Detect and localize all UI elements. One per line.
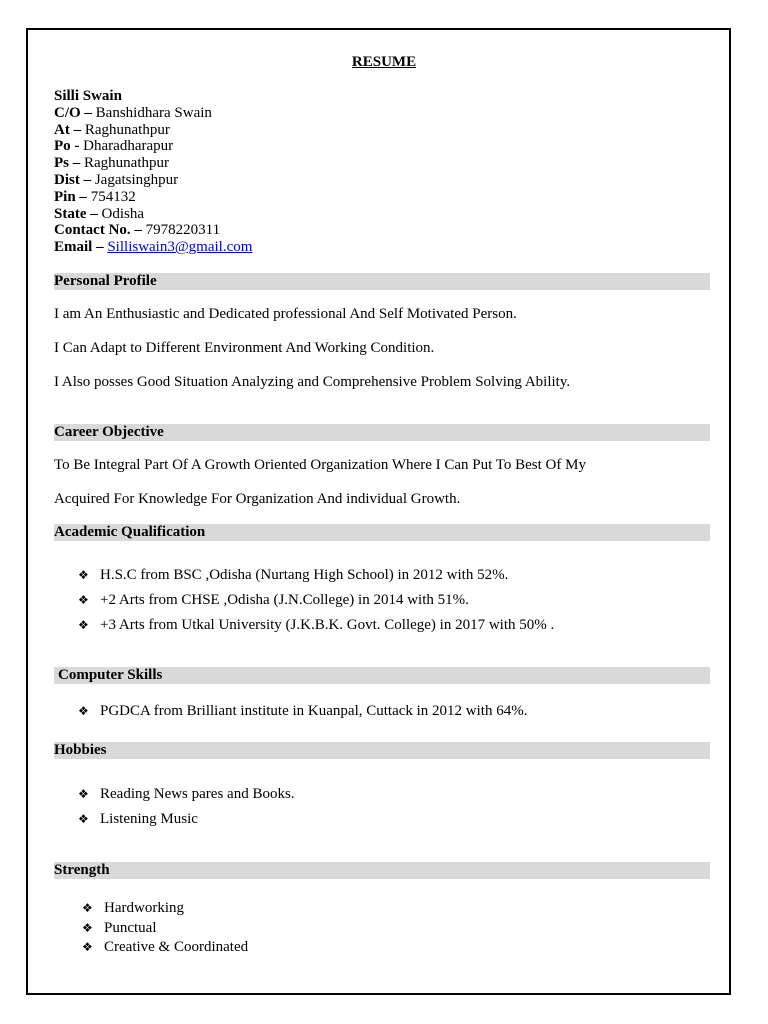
bullet-diamond-icon: ❖ bbox=[78, 618, 89, 632]
academic-item: H.S.C from BSC ,Odisha (Nurtang High School) in 2012 with 52%. bbox=[100, 567, 509, 583]
list-item bbox=[78, 811, 198, 828]
section-heading-computer-skills: Computer Skills bbox=[54, 667, 710, 684]
bullet-diamond-icon: ❖ bbox=[78, 593, 89, 607]
pin-label: Pin – bbox=[54, 188, 87, 205]
at-value: Raghunathpur bbox=[84, 121, 170, 138]
bullet-diamond-icon: ❖ bbox=[78, 812, 89, 826]
profile-line: I Can Adapt to Different Environment And Working Condition. bbox=[54, 340, 435, 356]
computer-skill-item: PGDCA from Brilliant institute in Kuanpal, Cuttack in 2012 with 64%. bbox=[100, 703, 528, 719]
section-heading-personal-profile: Personal Profile bbox=[54, 273, 710, 290]
strength-item: Hardworking bbox=[104, 900, 184, 916]
list-item bbox=[78, 567, 508, 584]
dist-row bbox=[54, 172, 252, 189]
po-value: Dharadharapur bbox=[83, 138, 174, 155]
list-item bbox=[82, 939, 248, 956]
pin-row bbox=[54, 189, 252, 206]
bullet-diamond-icon: ❖ bbox=[82, 921, 93, 935]
po-row bbox=[54, 138, 252, 155]
list-item bbox=[82, 920, 157, 937]
email-link[interactable]: Silliswain3@gmail.com bbox=[107, 239, 253, 256]
ps-label: Ps – bbox=[54, 155, 81, 172]
section-heading-hobbies: Hobbies bbox=[54, 742, 710, 759]
section-heading-career-objective: Career Objective bbox=[54, 424, 710, 441]
hobby-item: Reading News pares and Books. bbox=[100, 786, 295, 802]
pin-value: 754132 bbox=[90, 188, 136, 205]
list-item bbox=[78, 786, 295, 803]
section-heading-strength: Strength bbox=[54, 862, 710, 879]
ps-row bbox=[54, 155, 252, 172]
bullet-diamond-icon: ❖ bbox=[82, 901, 93, 915]
state-label: State – bbox=[54, 205, 98, 222]
hobby-item: Listening Music bbox=[100, 811, 198, 827]
academic-item: +3 Arts from Utkal University (J.K.B.K. Govt. College) in 2017 with 50% . bbox=[100, 617, 555, 633]
objective-line: Acquired For Knowledge For Organization And individual Growth. bbox=[54, 491, 461, 507]
contact-no-row bbox=[54, 222, 252, 239]
email-row bbox=[54, 239, 252, 256]
at-label: At – bbox=[54, 121, 82, 138]
resume-title: RESUME bbox=[351, 54, 417, 70]
state-row bbox=[54, 206, 252, 223]
bullet-diamond-icon: ❖ bbox=[78, 568, 89, 582]
profile-line: I Also posses Good Situation Analyzing and Comprehensive Problem Solving Ability. bbox=[54, 374, 571, 390]
bullet-diamond-icon: ❖ bbox=[82, 940, 93, 954]
at-row bbox=[54, 122, 252, 139]
co-row bbox=[54, 105, 252, 122]
bullet-diamond-icon: ❖ bbox=[78, 704, 89, 718]
section-heading-academic-qualification: Academic Qualification bbox=[54, 524, 710, 541]
list-item bbox=[82, 900, 184, 917]
list-item bbox=[78, 592, 469, 609]
strength-item: Punctual bbox=[104, 920, 157, 936]
bullet-diamond-icon: ❖ bbox=[78, 787, 89, 801]
dist-label: Dist – bbox=[54, 171, 92, 188]
dist-value: Jagatsinghpur bbox=[94, 171, 179, 188]
objective-line: To Be Integral Part Of A Growth Oriented Organization Where I Can Put To Best Of My bbox=[54, 457, 586, 473]
profile-line: I am An Enthusiastic and Dedicated professional And Self Motivated Person. bbox=[54, 306, 517, 322]
contact-no-label: Contact No. – bbox=[54, 222, 142, 239]
email-label: Email – bbox=[54, 239, 104, 256]
contact-block bbox=[54, 88, 252, 256]
list-item bbox=[78, 617, 554, 634]
co-value: Banshidhara Swain bbox=[95, 104, 212, 121]
co-label: C/O – bbox=[54, 104, 92, 121]
contact-no-value: 7978220311 bbox=[145, 222, 221, 239]
state-value: Odisha bbox=[101, 205, 144, 222]
po-label: Po - bbox=[54, 138, 80, 155]
ps-value: Raghunathpur bbox=[84, 155, 169, 172]
candidate-name: Silli Swain bbox=[54, 88, 122, 104]
list-item bbox=[78, 703, 527, 720]
strength-item: Creative & Coordinated bbox=[104, 939, 249, 955]
academic-item: +2 Arts from CHSE ,Odisha (J.N.College) in 2014 with 51%. bbox=[100, 592, 469, 608]
